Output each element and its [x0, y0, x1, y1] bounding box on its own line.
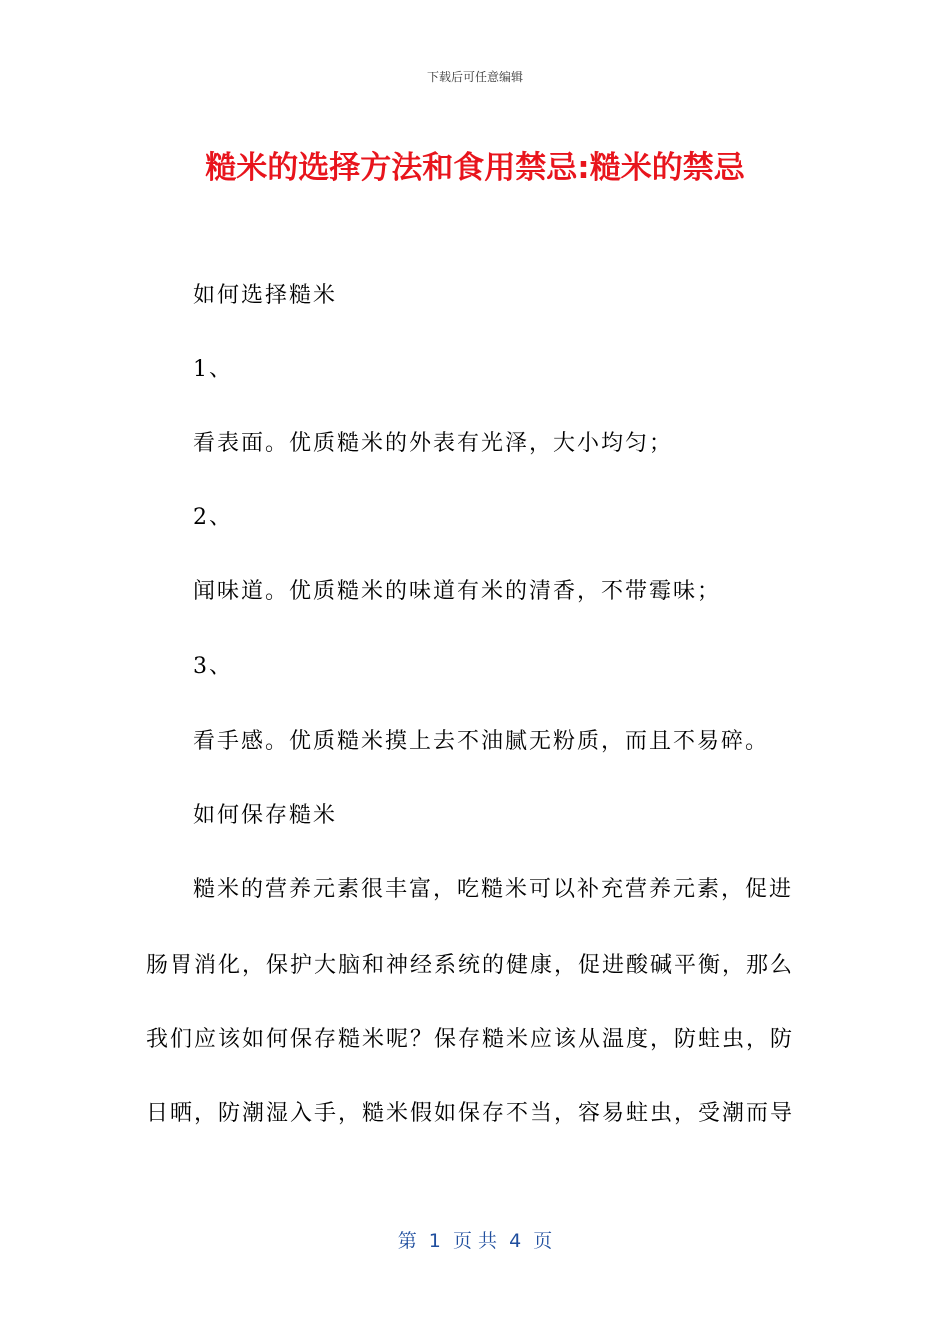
paragraph-line: 看表面。优质糙米的外表有光泽，大小均匀；	[193, 431, 674, 456]
list-number-2: 2、	[193, 505, 233, 530]
paragraph-line: 肠胃消化，保护大脑和神经系统的健康，促进酸碱平衡，那么	[146, 953, 795, 978]
document-title: 糙米的选择方法和食用禁忌:糙米的禁忌	[205, 150, 745, 186]
paragraph-line: 闻味道。优质糙米的味道有米的清香，不带霉味；	[193, 579, 722, 604]
paragraph-line: 我们应该如何保存糙米呢？保存糙米应该从温度，防蛀虫，防	[146, 1027, 795, 1052]
paragraph-line: 看手感。优质糙米摸上去不油腻无粉质，而且不易碎。	[193, 729, 770, 754]
section-heading-store: 如何保存糙米	[193, 803, 338, 828]
list-number-1: 1、	[193, 357, 233, 382]
section-heading-select: 如何选择糙米	[193, 283, 338, 308]
page-footer: 第 1 页 共 4 页	[397, 1230, 553, 1252]
paragraph-line: 日晒，防潮湿入手，糙米假如保存不当，容易蛀虫，受潮而导	[146, 1101, 795, 1126]
paragraph-line: 糙米的营养元素很丰富，吃糙米可以补充营养元素，促进	[193, 877, 794, 902]
list-number-3: 3、	[193, 654, 233, 679]
header-note: 下载后可任意编辑	[426, 70, 523, 84]
